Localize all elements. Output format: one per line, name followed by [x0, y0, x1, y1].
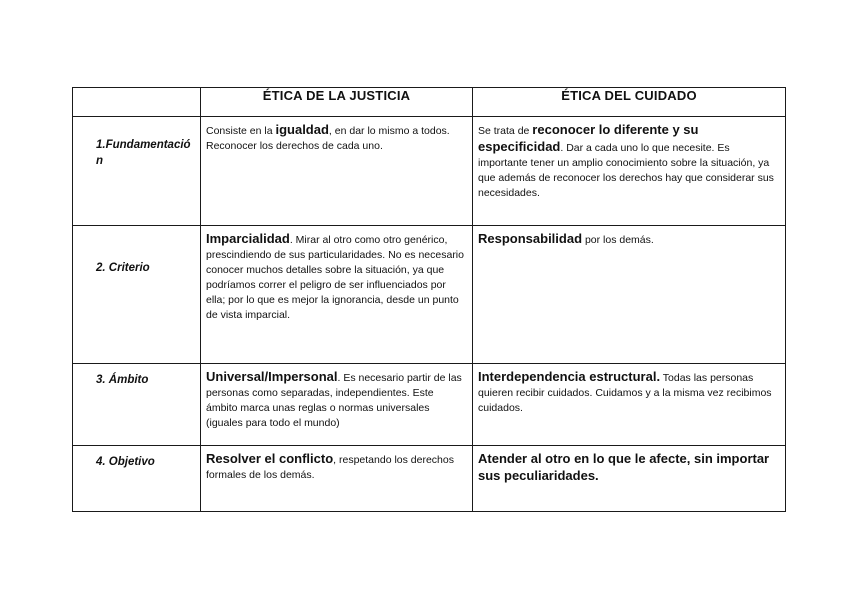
cell-text-post: . Mirar al otro como otro genérico, prescindiendo de sus particularidades. No es necesario conocer muchos detalles sobre la situación, ya que podríamos correr el peligro de ser influenciados por ella; por lo que es mejor la ignorancia, desde un punto de vista imparcial. — [206, 234, 464, 321]
cell-text-bold: Resolver el conflicto — [206, 451, 334, 466]
cell-justicia-ambito — [201, 364, 473, 446]
table-row — [73, 226, 786, 364]
cell-text-bold: Imparcialidad — [206, 231, 290, 246]
table-row — [73, 364, 786, 446]
cell-text-post: por los demás. — [582, 234, 654, 246]
cell-justicia-fundamentacion — [201, 117, 473, 226]
cell-text-bold: Universal/Impersonal — [206, 369, 338, 384]
header-etica-cuidado: ÉTICA DEL CUIDADO — [473, 88, 786, 117]
cell-cuidado-fundamentacion — [473, 117, 786, 226]
cell-text-post: Todas las personas quieren recibir cuidados. Cuidamos y a la misma vez recibimos cuidados. — [478, 372, 772, 414]
cell-text-pre: Se trata de — [478, 125, 533, 137]
table-row — [73, 117, 786, 226]
ethics-comparison-table — [72, 87, 786, 512]
cell-text-bold: igualdad — [275, 122, 329, 137]
header-empty-cell — [73, 88, 201, 117]
cell-text-pre: Consiste en la — [206, 125, 276, 137]
cell-text-post: . Dar a cada uno lo que necesite. Es importante tener un amplio conocimiento sobre la situación, ya que además de reconocer los derechos hay que considerar sus necesidades. — [478, 142, 774, 199]
cell-cuidado-objetivo — [473, 446, 786, 512]
cell-text-bold: Interdependencia estructural. — [478, 369, 661, 384]
header-etica-justicia: ÉTICA DE LA JUSTICIA — [201, 88, 473, 117]
cell-text-bold: Responsabilidad — [478, 231, 583, 246]
table-header-row — [73, 88, 786, 117]
row-label-criterio: 2. Criterio — [73, 226, 201, 364]
cell-text-bold: reconocer lo diferente y su especificidad — [478, 122, 699, 154]
row-label-fundamentacion: 1.Fundamentación — [73, 117, 201, 226]
cell-cuidado-criterio — [473, 226, 786, 364]
cell-justicia-criterio — [201, 226, 473, 364]
cell-cuidado-ambito — [473, 364, 786, 446]
cell-justicia-objetivo — [201, 446, 473, 512]
cell-text-post: , en dar lo mismo a todos. Reconocer los derechos de cada uno. — [206, 125, 450, 152]
row-label-objetivo: 4. Objetivo — [73, 446, 201, 512]
cell-text-bold: Atender al otro en lo que le afecte, sin importar sus peculiaridades. — [478, 451, 770, 483]
table-row — [73, 446, 786, 512]
row-label-ambito: 3. Ámbito — [73, 364, 201, 446]
cell-text-post: . Es necesario partir de las personas como separadas, independientes. Este ámbito marca unas reglas o normas universales (iguales para todo el mundo) — [206, 372, 462, 429]
cell-text-post: , respetando los derechos formales de los demás. — [206, 454, 454, 481]
